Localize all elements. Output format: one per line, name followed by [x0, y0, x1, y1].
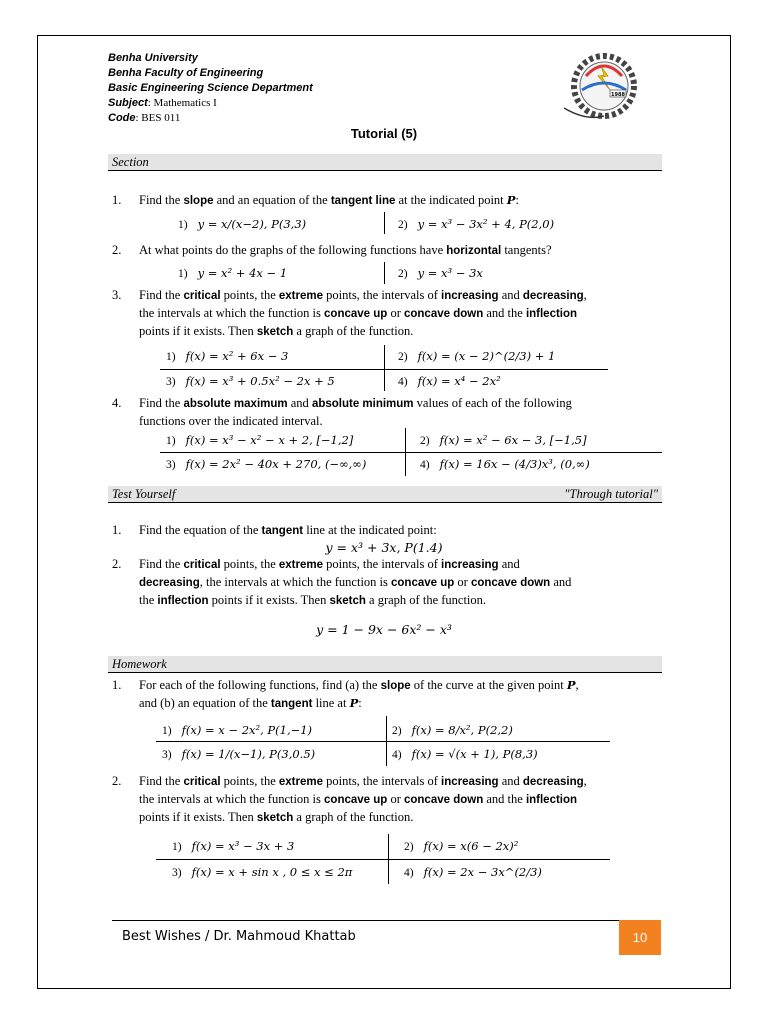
section-question-4: 4. Find the absolute maximum and absolute minimum values of each of the following functions over the indicated interval. — [112, 396, 572, 428]
section-q3-item-2: 2) f(x) = (x − 2)^(2/3) + 1 — [398, 349, 556, 363]
test-question-1: 1. Find the equation of the tangent line at the indicated point: — [112, 523, 437, 537]
homework-question-1: 1. For each of the following functions, find (a) the slope of the curve at the given point P, and (b) an equation of the tangent line at P: — [112, 678, 579, 710]
homework-q2-item-2: 2) f(x) = x(6 − 2x)² — [404, 839, 519, 853]
divider — [386, 716, 387, 766]
divider — [384, 262, 385, 284]
footer-text: Best Wishes / Dr. Mahmoud Khattab — [122, 929, 356, 944]
through-tutorial-label: "Through tutorial" — [564, 487, 658, 501]
homework-label: Homework — [112, 657, 167, 671]
section-bar-label: Section — [112, 155, 149, 169]
homework-bar — [108, 656, 662, 673]
page-title: Tutorial (5) — [350, 126, 418, 141]
table-row-divider — [160, 452, 662, 453]
section-question-2: 2. At what points do the graphs of the following functions have horizontal tangents? — [112, 243, 552, 257]
section-bar — [108, 154, 662, 171]
test-yourself-bar — [108, 486, 662, 503]
section-q2-part-1: 1) y = x² + 4x − 1 — [178, 266, 288, 280]
divider — [384, 345, 385, 391]
homework-q1-item-1: 1) f(x) = x − 2x², P(1,−1) — [162, 723, 313, 737]
section-q4-item-4: 4) f(x) = 16x − (4/3)x³, (0,∞) — [420, 457, 590, 471]
logo-year: 1988 — [611, 92, 625, 98]
divider — [388, 834, 389, 884]
homework-question-2: 2. Find the critical points, the extreme points, the intervals of increasing and decreasing, the intervals at which the function is concave up or concave down and the inflection points if it exists. Then sketch a graph of the function. — [112, 774, 587, 824]
section-q2-part-2: 2) y = x³ − 3x — [398, 266, 483, 280]
homework-q1-item-4: 4) f(x) = √(x + 1), P(8,3) — [392, 747, 538, 761]
homework-q2-item-1: 1) f(x) = x³ − 3x + 3 — [172, 839, 295, 853]
homework-q1-item-2: 2) f(x) = 8/x², P(2,2) — [392, 723, 513, 737]
section-q3-item-1: 1) f(x) = x² + 6x − 3 — [166, 349, 289, 363]
test-yourself-label: Test Yourself — [112, 487, 176, 501]
code-line: Code: BES 011 — [108, 112, 181, 124]
department-name: Basic Engineering Science Department — [108, 82, 313, 94]
test-question-2: 2. Find the critical points, the extreme points, the intervals of increasing and decreasing, the intervals at which the function is concave up or concave down and the inflection points if it exists. Then sketch a graph of the function. — [112, 557, 572, 607]
table-row-divider — [156, 859, 610, 860]
homework-q2-item-4: 4) f(x) = 2x − 3x^(2/3) — [404, 865, 542, 879]
table-row-divider — [156, 741, 610, 742]
section-q1-part-2: 2) y = x³ − 3x² + 4, P(2,0) — [398, 217, 555, 231]
page-number: 10 — [619, 920, 661, 955]
footer-divider — [112, 920, 660, 921]
subject-line: Subject: Mathematics I — [108, 97, 217, 109]
test-q2-equation: y = 1 − 9x − 6x² − x³ — [316, 622, 452, 637]
homework-q1-item-3: 3) f(x) = 1/(x−1), P(3,0.5) — [162, 747, 316, 761]
divider — [405, 428, 406, 476]
section-q1-part-1: 1) y = x/(x−2), P(3,3) — [178, 217, 307, 231]
homework-q2-item-3: 3) f(x) = x + sin x , 0 ≤ x ≤ 2π — [172, 865, 353, 879]
page-border — [37, 35, 731, 989]
faculty-name: Benha Faculty of Engineering — [108, 67, 264, 79]
section-q4-item-2: 2) f(x) = x² − 6x − 3, [−1,5] — [420, 433, 587, 447]
section-question-3: 3. Find the critical points, the extreme points, the intervals of increasing and decreasing, the intervals at which the function is concave up or concave down and the inflection points if it exists. Then sketch a graph of the function. — [112, 288, 587, 338]
faculty-logo-icon — [556, 46, 652, 124]
university-name: Benha University — [108, 52, 198, 64]
divider — [384, 212, 385, 234]
section-q3-item-4: 4) f(x) = x⁴ − 2x² — [398, 374, 501, 388]
test-q1-equation: y = x³ + 3x, P(1.4) — [325, 540, 443, 555]
section-q4-item-1: 1) f(x) = x³ − x² − x + 2, [−1,2] — [166, 433, 354, 447]
document-header — [108, 51, 313, 126]
section-q4-item-3: 3) f(x) = 2x² − 40x + 270, (−∞,∞) — [166, 457, 367, 471]
section-q3-item-3: 3) f(x) = x³ + 0.5x² − 2x + 5 — [166, 374, 335, 388]
section-question-1: 1. Find the slope and an equation of the tangent line at the indicated point P: — [112, 193, 519, 207]
